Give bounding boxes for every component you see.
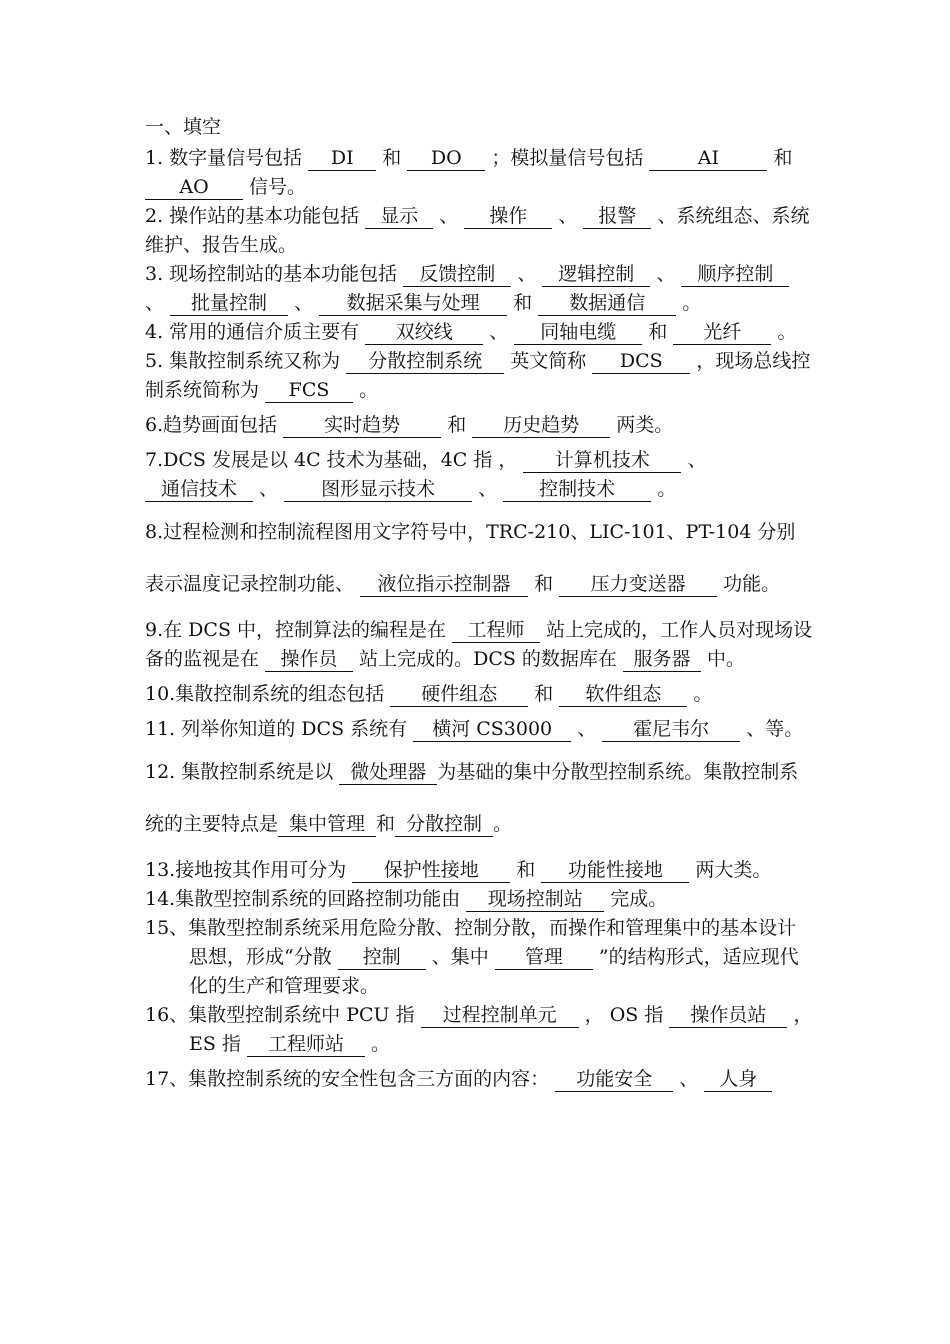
- question-3: [145, 260, 813, 318]
- question-text: 、系统组态、系统维护、报告生成。: [145, 205, 810, 256]
- answer-blank: 数据采集与处理: [319, 291, 507, 316]
- answer-blank: 过程控制单元: [421, 1003, 579, 1028]
- question-text: 功能。: [717, 573, 781, 595]
- answer-blank: 计算机技术: [523, 448, 681, 473]
- question-text: 、: [650, 263, 682, 285]
- answer-blank: 批量控制: [170, 291, 288, 316]
- answer-blank: 分散控制: [395, 812, 493, 837]
- question-text: 中。: [700, 648, 746, 670]
- answer-blank: 工程师站: [247, 1032, 365, 1057]
- question-11: [145, 715, 813, 744]
- question-list: [145, 144, 813, 1094]
- question-text: 4. 常用的通信介质主要有: [145, 321, 366, 343]
- question-text: 和: [507, 292, 539, 314]
- question-text: 。: [353, 379, 379, 401]
- question-text: 和: [767, 147, 793, 169]
- question-text: 、: [472, 478, 504, 500]
- question-text: ，现场总线控制系统简称为: [145, 350, 811, 401]
- question-text: 、: [288, 292, 320, 314]
- question-text: 12. 集散控制系统是以: [145, 761, 340, 783]
- question-14: [145, 885, 813, 914]
- question-text: ；模拟量信号包括: [485, 147, 650, 169]
- question-text: 两大类。: [689, 859, 772, 881]
- question-text: ”的结构形式，适应现代化的生产和管理要求。: [189, 946, 799, 997]
- question-text: 5. 集散控制系统又称为: [145, 350, 347, 372]
- question-text: 、: [571, 718, 603, 740]
- answer-blank: 功能性接地: [541, 858, 689, 883]
- document-page: [145, 112, 813, 1094]
- question-text: 和: [376, 813, 396, 835]
- answer-blank: FCS: [265, 378, 353, 403]
- question-text: 。: [364, 1033, 391, 1055]
- question-13: [145, 856, 813, 885]
- question-text: 。: [651, 478, 677, 500]
- answer-blank: 光纤: [673, 320, 771, 345]
- question-text: 、集中: [425, 946, 495, 968]
- answer-blank: AI: [649, 146, 767, 171]
- answer-blank: 操作员站: [669, 1003, 787, 1028]
- answer-blank: 集中管理: [278, 812, 376, 837]
- answer-blank: 报警: [583, 204, 651, 229]
- answer-blank: 历史趋势: [472, 413, 610, 438]
- question-text: 英文简称: [504, 350, 593, 372]
- question-text: 站上完成的。DCS 的数据库在: [353, 648, 623, 670]
- answer-blank: DCS: [592, 349, 690, 374]
- question-text: 信号。: [243, 176, 307, 198]
- question-text: 。: [771, 321, 797, 343]
- answer-blank: 功能安全: [555, 1067, 673, 1092]
- answer-blank: 图形显示技术: [284, 477, 472, 502]
- question-text: 1. 数字量信号包括: [145, 147, 309, 169]
- answer-blank: 操作员: [265, 647, 353, 672]
- question-text: 、: [673, 1068, 705, 1090]
- answer-blank: 通信技术: [145, 477, 253, 502]
- question-text: 、: [511, 263, 543, 285]
- section-title: 一、填空: [145, 116, 222, 138]
- question-text: ， OS 指: [578, 1004, 670, 1026]
- question-4: [145, 318, 813, 347]
- question-10: [145, 680, 813, 709]
- question-text: 完成。: [604, 888, 668, 910]
- question-text: 3. 现场控制站的基本功能包括: [145, 263, 404, 285]
- question-text: 10.集散控制系统的组态包括: [145, 683, 391, 705]
- question-text: 7.DCS 发展是以 4C 技术为基础，4C 指 ，: [145, 449, 524, 471]
- question-12: [145, 746, 813, 850]
- answer-blank: 压力变送器: [559, 572, 717, 597]
- question-text: 、: [145, 292, 171, 314]
- question-text: 、: [433, 205, 465, 227]
- question-text: 、: [253, 478, 285, 500]
- answer-blank: 反馈控制: [403, 262, 511, 287]
- question-text: 。: [493, 813, 513, 835]
- question-text: 11. 列举你知道的 DCS 系统有: [145, 718, 414, 740]
- question-text: 8.过程检测和控制流程图用文字符号中，TRC-210、LIC-101、PT-104 分别表示温度记录控制功能、: [145, 521, 796, 595]
- question-text: 和: [528, 683, 560, 705]
- question-text: 两类。: [610, 414, 674, 436]
- answer-blank: 现场控制站: [466, 887, 604, 912]
- answer-blank: 同轴电缆: [514, 320, 642, 345]
- question-text: 为基础的集中分散型控制系统。集散控制系统的主要特点是: [145, 761, 799, 835]
- question-text: 和: [376, 147, 408, 169]
- question-text: 2. 操作站的基本功能包括: [145, 205, 366, 227]
- answer-blank: 微处理器: [339, 760, 437, 785]
- question-15: [145, 914, 813, 1001]
- question-text: 13.接地按其作用可分为: [145, 859, 353, 881]
- question-text: 、等。: [740, 718, 804, 740]
- question-text: 16、集散型控制系统中 PCU 指: [145, 1004, 421, 1026]
- answer-blank: 工程师: [452, 618, 540, 643]
- answer-blank: 横河 CS3000: [413, 717, 571, 742]
- question-text: 14.集散型控制系统的回路控制功能由: [145, 888, 467, 910]
- question-text: 和: [510, 859, 542, 881]
- answer-blank: 分散控制系统: [346, 349, 504, 374]
- answer-blank: 数据通信: [538, 291, 676, 316]
- answer-blank: 逻辑控制: [542, 262, 650, 287]
- question-text: 9.在 DCS 中，控制算法的编程是在: [145, 619, 453, 641]
- answer-blank: DI: [308, 146, 376, 171]
- question-17: [145, 1065, 813, 1094]
- question-text: 、: [552, 205, 584, 227]
- question-text: 、: [681, 449, 707, 471]
- question-text: 和: [528, 573, 560, 595]
- answer-blank: 操作: [464, 204, 552, 229]
- question-text: 、: [483, 321, 515, 343]
- question-text: 和: [441, 414, 473, 436]
- answer-blank: 硬件组态: [390, 682, 528, 707]
- question-text: 17、集散控制系统的安全性包含三方面的内容：: [145, 1068, 556, 1090]
- answer-blank: 管理: [495, 945, 593, 970]
- answer-blank: 控制技术: [503, 477, 651, 502]
- question-5: [145, 347, 813, 405]
- answer-blank: 服务器: [623, 647, 701, 672]
- answer-blank: 保护性接地: [352, 858, 510, 883]
- answer-blank: 显示: [365, 204, 433, 229]
- question-2: [145, 202, 813, 260]
- question-9: [145, 616, 813, 674]
- answer-blank: AO: [145, 175, 243, 200]
- question-8: [145, 506, 813, 610]
- answer-blank: 实时趋势: [283, 413, 441, 438]
- question-text: 15、集散型控制系统采用危险分散、控制分散，而操作和管理集中的基本设计思想，形成“分散: [145, 917, 797, 968]
- answer-blank: 顺序控制: [681, 262, 789, 287]
- answer-blank: 双绞线: [365, 320, 483, 345]
- question-text: 和: [642, 321, 674, 343]
- question-text: 站上完成的，工作人员对现场设备的监视是在: [145, 619, 813, 670]
- question-text: ，ES 指: [189, 1004, 813, 1055]
- answer-blank: 液位指示控制器: [360, 572, 528, 597]
- answer-blank: 霍尼韦尔: [602, 717, 740, 742]
- answer-blank: DO: [407, 146, 485, 171]
- question-7: [145, 446, 813, 504]
- question-text: 。: [687, 683, 713, 705]
- question-text: 6.趋势画面包括: [145, 414, 284, 436]
- question-text: 。: [676, 292, 702, 314]
- question-1: [145, 144, 813, 202]
- answer-blank: 人身: [704, 1067, 772, 1092]
- question-16: [145, 1001, 813, 1059]
- answer-blank: 软件组态: [559, 682, 687, 707]
- answer-blank: 控制: [338, 945, 426, 970]
- question-6: [145, 411, 813, 440]
